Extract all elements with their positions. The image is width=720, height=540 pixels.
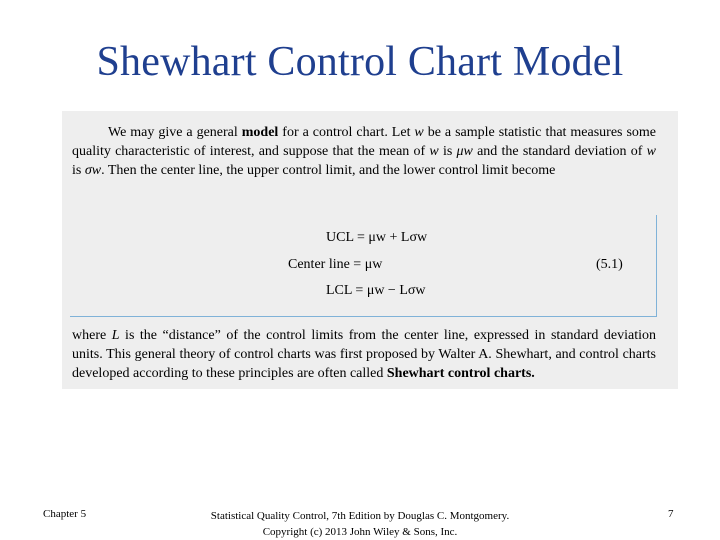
footer-page-number: 7 [668, 508, 674, 520]
slide-title: Shewhart Control Chart Model [96, 39, 624, 85]
textbook-excerpt [62, 111, 678, 389]
intro-paragraph: We may give a general model for a control chart. Let w be a sample statistic that measures some quality characteristic of interest, and suppose that the mean of w is μw and the standard deviation of w is σw. Then the center line, the upper control limit, and the lower control limit become [72, 125, 657, 179]
footer-chapter: Chapter 5 [43, 508, 87, 520]
footer-citation-line2: Copyright (c) 2013 John Wiley & Sons, Inc. [262, 526, 458, 538]
footer-citation-line1: Statistical Quality Control, 7th Edition by Douglas C. Montgomery. [210, 510, 510, 522]
explanation-paragraph: where L is the “distance” of the control limits from the center line, expressed in standard deviation units. This general theory of control charts was first proposed by Walter A. Shewhart, and control charts developed according to these principles are often called Shewhart control charts. [72, 328, 656, 382]
footer-citation [160, 508, 560, 540]
ucl-equation: UCL = μw + Lσw [326, 230, 428, 245]
equation-block [70, 215, 657, 317]
center-line-equation: Center line = μw [288, 257, 383, 272]
lcl-equation: LCL = μw − Lσw [326, 283, 426, 298]
equation-number: (5.1) [596, 257, 623, 272]
